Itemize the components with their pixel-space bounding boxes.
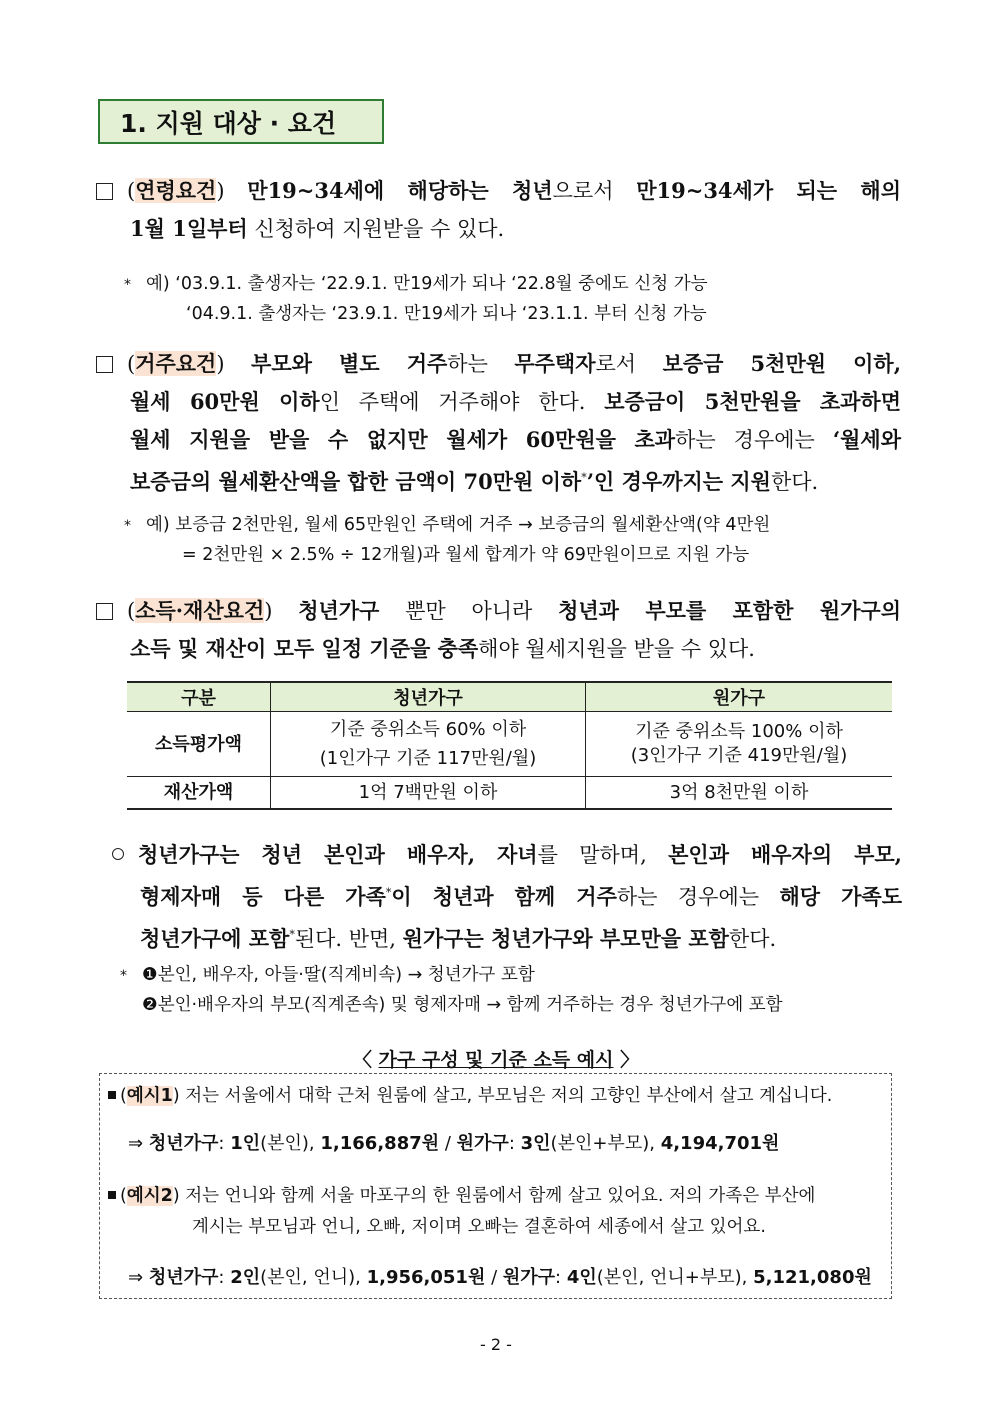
- example-text: 저는 언니와 함께 서울 마포구의 한 원룸에서 함께 살고 있어요. 저의 가족은 부산에: [179, 1186, 816, 1206]
- result-count: 2인: [230, 1267, 261, 1288]
- note-line: = 2천만원 × 2.5% ÷ 12개월)과 월세 합계가 약 69만원이므로 지원 가능: [182, 545, 750, 565]
- table-cell: 3억 8천만원 이하: [586, 777, 893, 810]
- household-text: 한다.: [728, 927, 777, 951]
- note-line: 예) ‘03.9.1. 출생자는 ‘22.9.1. 만19세가 되나 ‘22.8월 중에도 신청 가능: [146, 274, 708, 294]
- table-header-row: [127, 682, 892, 712]
- residence-text: 보증금 5천만원 이하,: [662, 351, 902, 376]
- residence-text: ‘월세와: [832, 427, 901, 452]
- note-line: ❷본인·배우자의 부모(직계존속) 및 형제자매 → 함께 거주하는 경우 청년가구에 포함: [142, 995, 783, 1015]
- checkbox-icon: [96, 183, 113, 200]
- checkbox-icon: [96, 356, 113, 373]
- table-cell: 1억 7백만원 이하: [271, 777, 586, 810]
- table-row: [127, 712, 892, 777]
- age-text: 1월 1일부터: [130, 216, 248, 241]
- age-text: 만19~34세가 되는 해의: [636, 178, 901, 203]
- table-cell: [271, 712, 586, 777]
- household-text: 해당 가족도: [779, 884, 902, 909]
- footnote-mark: *: [289, 928, 295, 941]
- household-note: [120, 961, 783, 1020]
- household-text: 청년가구는 청년 본인과 배우자, 자녀: [138, 842, 538, 867]
- criteria-table: [127, 681, 892, 810]
- income-text: 소득 및 재산이 모두 일정 기준을 충족: [130, 636, 479, 661]
- age-text: 신청하여 지원받을 수 있다.: [247, 217, 505, 241]
- cell-line: (3인가구 기준 419만원/월): [630, 745, 848, 766]
- example-1: (예시1) 저는 서울에서 대학 근처 원룸에 살고, 부모님은 저의 고향인 부산에서 살고 계십니다.: [108, 1082, 832, 1110]
- result-label: 원가구: [456, 1133, 509, 1154]
- square-bullet-icon: [108, 1091, 116, 1099]
- table-header: 구분: [127, 682, 271, 712]
- residence-text: 하는: [447, 352, 515, 376]
- example-tag: 예시2: [126, 1186, 173, 1206]
- note-line: ‘04.9.1. 출생자는 ‘23.9.1. 만19세가 되나 ‘23.1.1. 부터 신청 가능: [186, 304, 707, 324]
- household-text: 하는 경우에는: [616, 885, 780, 909]
- household-text: 본인과 배우자의 부모,: [668, 842, 902, 867]
- income-requirement: (소득·재산요건) 청년가구 뿐만 아니라 청년과 부모를 포함한 원가구의 소득 및 재산이 모두 일정 기준을 충족해야 월세지원을 받을 수 있다.: [96, 592, 901, 668]
- result-amount: 1,166,887원: [320, 1133, 440, 1154]
- example-2: (예시2) 저는 언니와 함께 서울 마포구의 한 원룸에서 함께 살고 있어요. 저의 가족은 부산에: [108, 1182, 815, 1210]
- example-tag: 예시1: [126, 1086, 173, 1106]
- square-bullet-icon: [108, 1191, 116, 1199]
- table-header: 원가구: [586, 682, 893, 712]
- residence-text: 인 주택에 거주해야 한다.: [319, 390, 605, 414]
- asterisk-icon: *: [124, 277, 131, 293]
- footnote-mark: *: [385, 886, 392, 899]
- example-1-result: ⇒ 청년가구: 1인(본인), 1,166,887원 / 원가구: 3인(본인+부모), 4,194,701원: [128, 1133, 780, 1154]
- result-detail: (본인+부모),: [550, 1133, 655, 1154]
- residence-requirement: (거주요건) 부모와 별도 거주하는 무주택자로서 보증금 5천만원 이하, 월세 60만원 이하인 주택에 거주해야 한다. 보증금이 5천만원을 초과하면 월세 지원을 받을 수 없지만 월세가 60만원을 초과하는 경우에는 ‘월세와 보증금의 월세환산액을 합한 금액이 70만원 이하*’인 경우까지는 지원한다.: [96, 345, 901, 501]
- table-row: [127, 777, 892, 810]
- age-tag: 연령요건: [135, 178, 217, 203]
- example-2-result: ⇒ 청년가구: 2인(본인, 언니), 1,956,051원 / 원가구: 4인(본인, 언니+부모), 5,121,080원: [128, 1267, 872, 1288]
- residence-tag: 거주요건: [135, 351, 217, 376]
- residence-text: 무주택자: [514, 351, 596, 376]
- result-count: 3인: [520, 1133, 551, 1154]
- table-header: 청년가구: [271, 682, 586, 712]
- cell-line: (1인가구 기준 117만원/월): [319, 748, 537, 769]
- footnote-mark: *: [581, 471, 587, 484]
- household-text: 된다. 반면,: [294, 927, 403, 951]
- income-text: 해야 월세지원을 받을 수 있다.: [478, 637, 755, 661]
- residence-text: 로서: [595, 352, 663, 376]
- residence-text: 보증금의 월세환산액을 합한 금액이 70만원 이하: [130, 469, 582, 494]
- income-text: 청년과 부모를 포함한 원가구의: [558, 598, 901, 623]
- household-text: 이 청년과 함께 거주: [391, 884, 617, 909]
- section-title: 1. 지원 대상 · 요건: [98, 99, 384, 144]
- result-label: 청년가구: [148, 1267, 219, 1288]
- result-amount: 4,194,701원: [660, 1133, 780, 1154]
- examples-box: [99, 1073, 892, 1299]
- age-text: 으로서: [552, 179, 637, 203]
- asterisk-icon: *: [120, 968, 127, 984]
- cell-line: 기준 중위소득 60% 이하: [329, 719, 527, 740]
- result-label: 청년가구: [148, 1133, 219, 1154]
- result-detail: (본인),: [260, 1133, 315, 1154]
- result-label: 원가구: [502, 1267, 556, 1288]
- page-number: - 2 -: [480, 1335, 512, 1354]
- arrow-icon: ⇒: [128, 1267, 144, 1288]
- household-text: 청년가구에 포함: [140, 926, 290, 951]
- examples-title-text: 가구 구성 및 기준 소득 예시: [378, 1049, 614, 1071]
- example-text: 계시는 부모님과 언니, 오빠, 저이며 오빠는 결혼하여 세종에서 살고 있어요.: [192, 1217, 766, 1237]
- residence-text: 하는 경우에는: [675, 428, 833, 452]
- table-cell: 재산가액: [127, 777, 271, 810]
- table-cell: [586, 712, 893, 777]
- income-text: 뿐만 아니라: [379, 599, 559, 623]
- income-text: 청년가구: [298, 598, 380, 623]
- age-note: [124, 270, 708, 329]
- household-text: 형제자매 등 다른 가족: [140, 884, 386, 909]
- result-detail: (본인, 언니),: [260, 1267, 361, 1288]
- arrow-icon: ⇒: [128, 1133, 144, 1154]
- residence-text: 한다.: [770, 470, 819, 494]
- note-line: ❶본인, 배우자, 아들·딸(직계비속) → 청년가구 포함: [142, 965, 535, 985]
- income-tag: 소득·재산요건: [135, 598, 265, 623]
- table-cell: 소득평가액: [127, 712, 271, 777]
- circle-bullet-icon: [112, 848, 124, 860]
- checkbox-icon: [96, 603, 113, 620]
- result-amount: 1,956,051원: [366, 1267, 486, 1288]
- residence-text: 월세 지원을 받을 수 없지만 월세가 60만원을 초과: [130, 427, 676, 452]
- result-count: 4인: [566, 1267, 597, 1288]
- residence-text: 보증금이 5천만원을 초과하면: [604, 389, 901, 414]
- result-detail: (본인, 언니+부모),: [596, 1267, 748, 1288]
- examples-title: 〈 가구 구성 및 기준 소득 예시 〉: [352, 1049, 640, 1071]
- result-amount: 5,121,080원: [753, 1267, 872, 1288]
- result-count: 1인: [230, 1133, 261, 1154]
- asterisk-icon: *: [124, 518, 131, 534]
- cell-line: 기준 중위소득 100% 이하: [635, 721, 843, 742]
- note-line: 예) 보증금 2천만원, 월세 65만원인 주택에 거주 → 보증금의 월세환산액(약 4만원: [146, 515, 771, 535]
- age-text: 만19~34세에 해당하는 청년: [247, 178, 553, 203]
- age-requirement: (연령요건) 만19~34세에 해당하는 청년으로서 만19~34세가 되는 해의 1월 1일부터 신청하여 지원받을 수 있다.: [96, 172, 901, 248]
- household-text: 원가구는 청년가구와 부모만을 포함: [402, 926, 729, 951]
- household-definition: [112, 836, 902, 958]
- residence-note: [124, 511, 770, 570]
- household-text: 를 말하며,: [537, 843, 669, 867]
- residence-text: ’인 경우까지는 지원: [586, 469, 771, 494]
- example-text: 저는 서울에서 대학 근처 원룸에 살고, 부모님은 저의 고향인 부산에서 살고 계십니다.: [179, 1086, 833, 1106]
- residence-text: 부모와 별도 거주: [251, 351, 448, 376]
- residence-text: 월세 60만원 이하: [130, 389, 320, 414]
